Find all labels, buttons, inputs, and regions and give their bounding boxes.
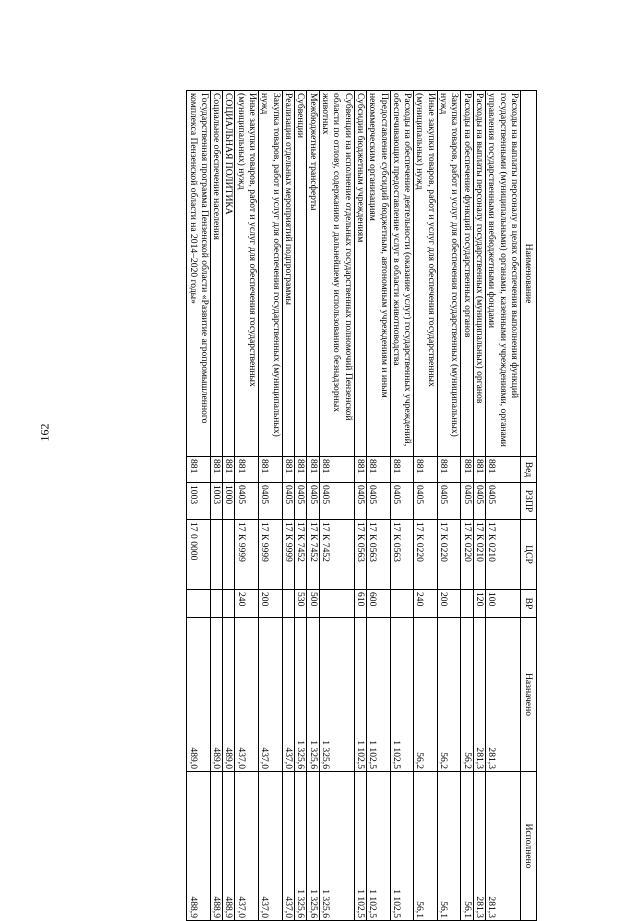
cell-executed: 56,1 xyxy=(437,772,461,921)
cell-planned: 56,2 xyxy=(414,618,438,772)
cell-executed: 1 102,5 xyxy=(366,772,390,921)
cell-name: Иные закупки товаров, работ и услуг для обеспечения государственных (муниципальных) нужд xyxy=(414,91,438,457)
cell-ved: 881 xyxy=(210,457,222,483)
cell-csr: 17 К 0220 xyxy=(461,520,473,590)
cell-executed: 1 102,5 xyxy=(354,772,366,921)
cell-rzpr: 0405 xyxy=(414,483,438,520)
cell-name: Закупка товаров, работ и услуг для обеспечения государственных (муниципальных) нужд xyxy=(259,91,283,457)
table-row xyxy=(235,91,259,921)
cell-ved: 881 xyxy=(461,457,473,483)
cell-rzpr: 0405 xyxy=(390,483,414,520)
cell-ved: 881 xyxy=(354,457,366,483)
cell-vr: 600 xyxy=(366,590,390,618)
table-row xyxy=(437,91,461,921)
table-row xyxy=(390,91,414,921)
cell-planned: 489,0 xyxy=(223,618,235,772)
table-row xyxy=(295,91,307,921)
table-header-row xyxy=(521,91,537,921)
cell-executed: 56,1 xyxy=(414,772,438,921)
cell-name: СОЦИАЛЬНАЯ ПОЛИТИКА xyxy=(223,91,235,457)
cell-planned: 437,0 xyxy=(282,618,294,772)
cell-name: Реализация отдельных мероприятий подпрограммы xyxy=(282,91,294,457)
cell-rzpr: 0405 xyxy=(354,483,366,520)
header-name: Наименование xyxy=(521,91,537,457)
cell-name: Социальное обеспечение населения xyxy=(210,91,222,457)
cell-name: Расходы на выплаты персоналу государственных (муниципальных) органов xyxy=(473,91,485,457)
header-vr: ВР xyxy=(521,590,537,618)
cell-csr: 17 К 0210 xyxy=(486,520,521,590)
cell-executed: 1 325,6 xyxy=(295,772,307,921)
cell-ved: 881 xyxy=(282,457,294,483)
cell-executed: 488,9 xyxy=(223,772,235,921)
cell-rzpr: 0405 xyxy=(259,483,283,520)
table-row xyxy=(486,91,521,921)
cell-planned: 437,0 xyxy=(235,618,259,772)
cell-vr xyxy=(461,590,473,618)
table-row xyxy=(282,91,294,921)
cell-executed: 488,9 xyxy=(210,772,222,921)
cell-executed: 488,9 xyxy=(187,772,211,921)
cell-csr: 17 К 0563 xyxy=(354,520,366,590)
cell-name: Расходы на обеспечение деятельности (оказание услуг) государственных учреждений, обеспечивающих предоставление услуг в области животноводства xyxy=(390,91,414,457)
header-csr: ЦСР xyxy=(521,520,537,590)
header-ved: Вед xyxy=(521,457,537,483)
cell-ved: 881 xyxy=(307,457,319,483)
cell-vr xyxy=(187,590,211,618)
cell-ved: 881 xyxy=(390,457,414,483)
cell-csr: 17 К 0220 xyxy=(437,520,461,590)
cell-csr: 17 К 7452 xyxy=(307,520,319,590)
cell-ved: 881 xyxy=(473,457,485,483)
cell-name: Государственная программа Пензенской области «Развитие агропромышленного комплекса Пензенской области на 2014–2020 годы» xyxy=(187,91,211,457)
cell-planned: 56,2 xyxy=(437,618,461,772)
cell-ved: 881 xyxy=(366,457,390,483)
cell-name: Субвенции на исполнение отдельных государственных полномочий Пензенской области по отлову, содержанию и дальнейшему использованию безнадзорных животных xyxy=(319,91,354,457)
cell-planned: 437,0 xyxy=(259,618,283,772)
cell-planned: 1 102,5 xyxy=(390,618,414,772)
cell-ved: 881 xyxy=(235,457,259,483)
cell-executed: 56,1 xyxy=(461,772,473,921)
cell-rzpr: 0405 xyxy=(366,483,390,520)
cell-vr xyxy=(319,590,354,618)
cell-vr xyxy=(390,590,414,618)
cell-planned: 1 102,5 xyxy=(366,618,390,772)
cell-csr: 17 К 7452 xyxy=(319,520,354,590)
cell-rzpr: 0405 xyxy=(235,483,259,520)
cell-vr: 530 xyxy=(295,590,307,618)
cell-executed: 1 325,6 xyxy=(307,772,319,921)
cell-vr: 500 xyxy=(307,590,319,618)
table-row xyxy=(187,91,211,921)
table-row xyxy=(414,91,438,921)
header-executed: Исполнено xyxy=(521,772,537,921)
table-row xyxy=(473,91,485,921)
table-row xyxy=(461,91,473,921)
cell-vr: 240 xyxy=(414,590,438,618)
cell-csr: 17 К 0563 xyxy=(390,520,414,590)
cell-ved: 881 xyxy=(187,457,211,483)
cell-name: Предоставление субсидий бюджетным, автономным учреждениям и иным некоммерческим организациям xyxy=(366,91,390,457)
cell-executed: 281,3 xyxy=(486,772,521,921)
cell-vr xyxy=(282,590,294,618)
page-number: 162 xyxy=(37,423,52,442)
budget-table xyxy=(186,90,537,921)
cell-name: Субвенции xyxy=(295,91,307,457)
cell-csr: 17 К 9999 xyxy=(259,520,283,590)
cell-ved: 881 xyxy=(295,457,307,483)
cell-name: Закупка товаров, работ и услуг для обеспечения государственных (муниципальных) нужд xyxy=(437,91,461,457)
cell-ved: 881 xyxy=(259,457,283,483)
cell-ved: 881 xyxy=(414,457,438,483)
cell-executed: 1 325,6 xyxy=(319,772,354,921)
rotated-table-container xyxy=(186,90,537,920)
cell-ved: 881 xyxy=(437,457,461,483)
cell-executed: 281,3 xyxy=(473,772,485,921)
cell-csr: 17 К 9999 xyxy=(235,520,259,590)
cell-csr: 17 0 0000 xyxy=(187,520,211,590)
cell-rzpr: 0405 xyxy=(282,483,294,520)
cell-vr: 200 xyxy=(437,590,461,618)
cell-planned: 489,0 xyxy=(210,618,222,772)
cell-name: Расходы на выплаты персоналу в целях обеспечения выполнения функций государственными (муниципальными) органами, казенными учреждениями, органами управления государственными внебюджетными фондами xyxy=(486,91,521,457)
cell-executed: 437,0 xyxy=(282,772,294,921)
cell-rzpr: 1003 xyxy=(187,483,211,520)
cell-ved: 881 xyxy=(223,457,235,483)
cell-vr xyxy=(210,590,222,618)
cell-name: Иные закупки товаров, работ и услуг для обеспечения государственных (муниципальных) нужд xyxy=(235,91,259,457)
cell-csr xyxy=(223,520,235,590)
cell-vr xyxy=(223,590,235,618)
cell-rzpr: 0405 xyxy=(437,483,461,520)
cell-name: Межбюджетные трансферты xyxy=(307,91,319,457)
cell-ved: 881 xyxy=(319,457,354,483)
cell-vr: 610 xyxy=(354,590,366,618)
cell-vr: 120 xyxy=(473,590,485,618)
cell-name: Субсидии бюджетным учреждениям xyxy=(354,91,366,457)
table-row xyxy=(307,91,319,921)
cell-planned: 1 325,6 xyxy=(307,618,319,772)
cell-planned: 281,3 xyxy=(486,618,521,772)
table-row xyxy=(259,91,283,921)
cell-csr: 17 К 0563 xyxy=(366,520,390,590)
cell-csr: 17 К 7452 xyxy=(295,520,307,590)
cell-rzpr: 0405 xyxy=(486,483,521,520)
cell-csr: 17 К 9999 xyxy=(282,520,294,590)
table-row xyxy=(319,91,354,921)
cell-csr: 17 К 0210 xyxy=(473,520,485,590)
cell-csr xyxy=(210,520,222,590)
cell-executed: 1 102,5 xyxy=(390,772,414,921)
table-row xyxy=(366,91,390,921)
cell-rzpr: 1000 xyxy=(223,483,235,520)
cell-vr: 200 xyxy=(259,590,283,618)
cell-planned: 56,2 xyxy=(461,618,473,772)
table-row xyxy=(223,91,235,921)
cell-rzpr: 0405 xyxy=(461,483,473,520)
cell-rzpr: 0405 xyxy=(319,483,354,520)
header-rzpr: РЗПР xyxy=(521,483,537,520)
table-row xyxy=(210,91,222,921)
cell-vr: 100 xyxy=(486,590,521,618)
cell-planned: 1 325,6 xyxy=(319,618,354,772)
cell-planned: 489,0 xyxy=(187,618,211,772)
header-planned: Назначено xyxy=(521,618,537,772)
cell-rzpr: 1003 xyxy=(210,483,222,520)
cell-rzpr: 0405 xyxy=(307,483,319,520)
cell-rzpr: 0405 xyxy=(295,483,307,520)
cell-planned: 1 325,6 xyxy=(295,618,307,772)
cell-name: Расходы на обеспечение функций государственных органов xyxy=(461,91,473,457)
cell-executed: 437,0 xyxy=(259,772,283,921)
cell-rzpr: 0405 xyxy=(473,483,485,520)
cell-ved: 881 xyxy=(486,457,521,483)
cell-vr: 240 xyxy=(235,590,259,618)
cell-planned: 1 102,5 xyxy=(354,618,366,772)
cell-csr: 17 К 0220 xyxy=(414,520,438,590)
cell-executed: 437,0 xyxy=(235,772,259,921)
cell-planned: 281,3 xyxy=(473,618,485,772)
table-row xyxy=(354,91,366,921)
